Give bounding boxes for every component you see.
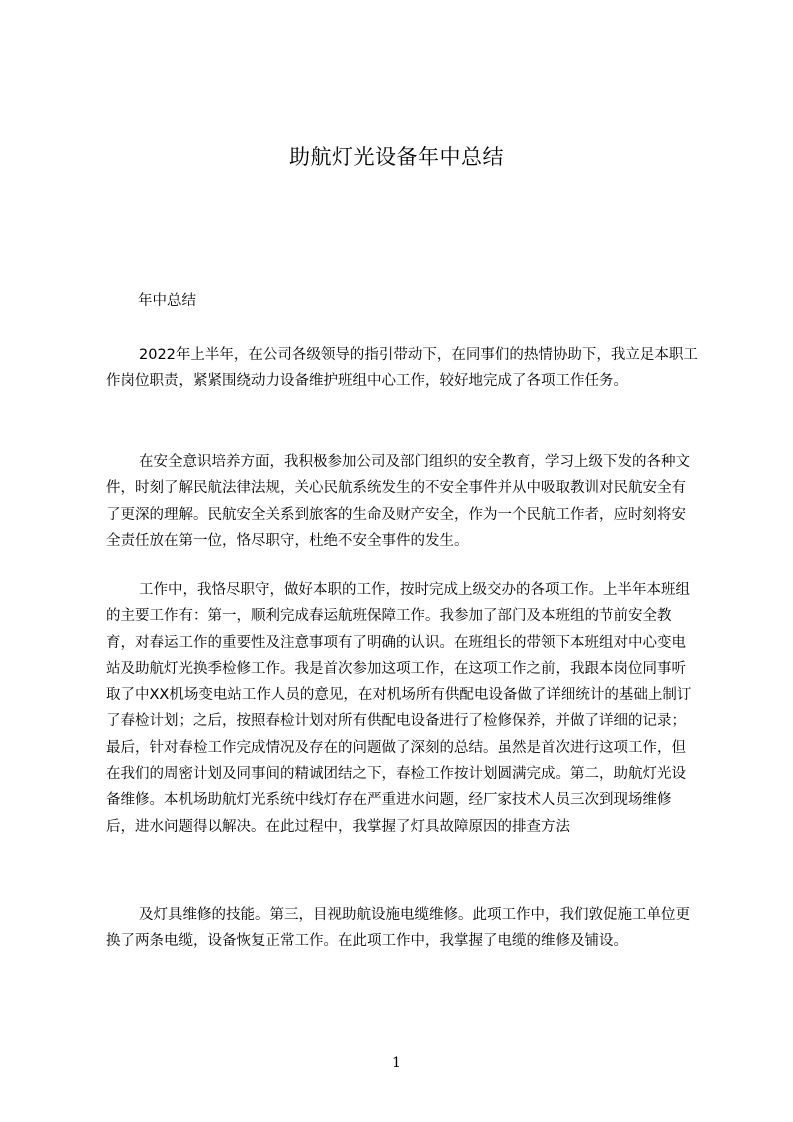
paragraph: 及灯具维修的技能。第三，目视助航设施电缆维修。此项工作中，我们敦促施工单位更换了两条电缆，设备恢复正常工作。在此项工作中，我掌握了电缆的维修及铺设。 — [106, 907, 690, 950]
document-title: 助航灯光设备年中总结 — [289, 145, 504, 169]
page-number: 1 — [392, 1055, 401, 1071]
paragraph: 在安全意识培养方面，我积极参加公司及部门组织的安全教育，学习上级下发的各种文件，时刻了解民航法律法规，关心民航系统发生的不安全事件并从中吸取教训对民航安全有了更深的理解。民航安全关系到旅客的生命及财产安全，作为一个民航工作者，应时刻将安全责任放在第一位，恪尽职守，杜绝不安全事件的发生。 — [106, 454, 690, 549]
paragraph: 2022年上半年，在公司各级领导的指引带动下，在同事们的热情协助下，我立足本职工作岗位职责，紧紧围绕动力设备维护班组中心工作，较好地完成了各项工作任务。 — [106, 347, 698, 390]
section-heading: 年中总结 — [138, 293, 196, 309]
paragraph: 工作中，我恪尽职守，做好本职的工作，按时完成上级交办的各项工作。上半年本班组的主要工作有：第一，顺利完成春运航班保障工作。我参加了部门及本班组的节前安全教育，对春运工作的重要性及注意事项有了明确的认识。在班组长的带领下本班组对中心变电站及助航灯光换季检修工作。我是首次参加这项工作，在这项工作之前，我跟本岗位同事听取了中XX机场变电站工作人员的意见，在对机场所有供配电设备做了详细统计的基础上制订了春检计划；之后，按照春检计划对所有供配电设备进行了检修保养，并做了详细的记录；最后，针对春检工作完成情况及存在的问题做了深刻的总结。虽然是首次进行这项工作，但在我们的周密计划及同事间的精诚团结之下，春检工作按计划圆满完成。第二，助航灯光设备维修。本机场助航灯光系统中线灯存在严重进水问题，经厂家技术人员三次到现场维修后，进水问题得以解决。在此过程中，我掌握了灯具故障原因的排查方法 — [106, 582, 692, 835]
